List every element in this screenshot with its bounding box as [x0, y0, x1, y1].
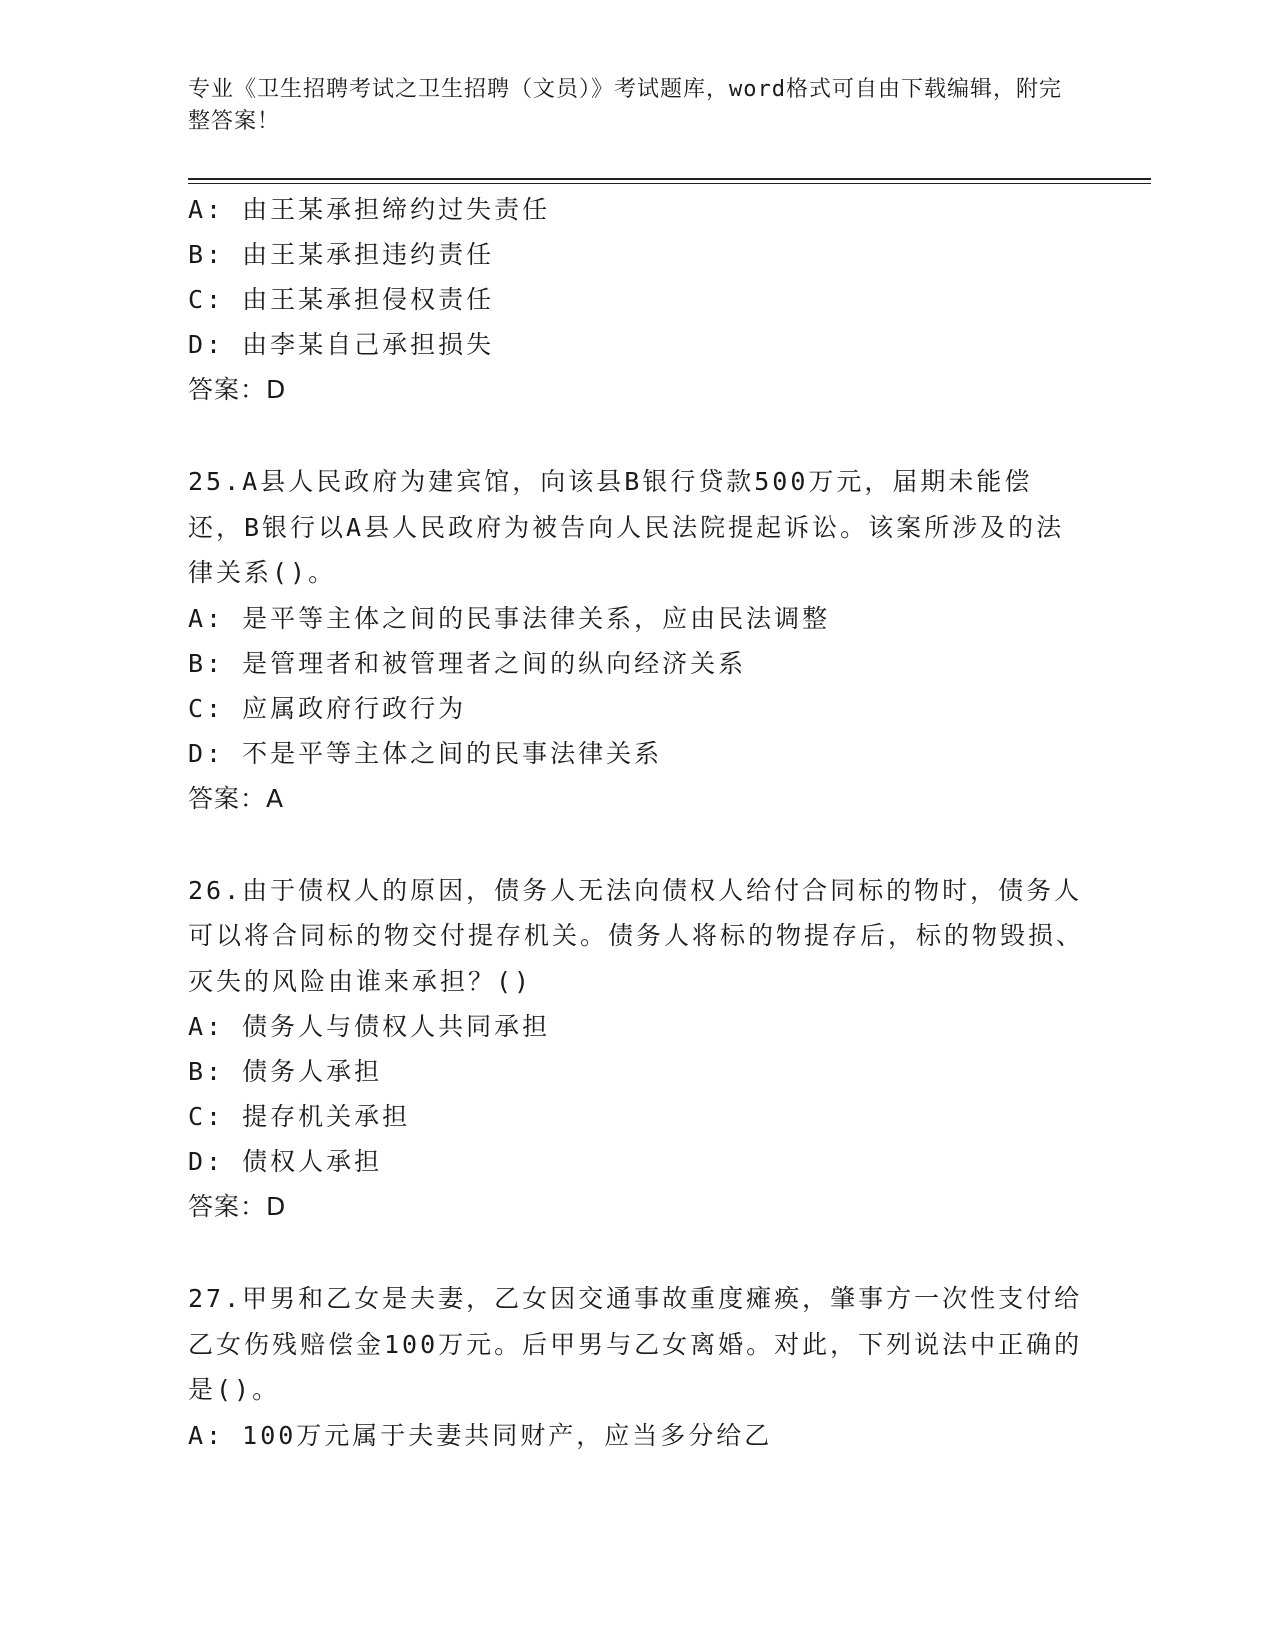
option-c: C: 由王某承担侵权责任 — [188, 285, 495, 314]
question-27 — [188, 1276, 1088, 1458]
option-a: A: 100万元属于夫妻共同财产，应当多分给乙 — [188, 1420, 773, 1450]
question-stem: 25.A县人民政府为建宾馆，向该县B银行贷款500万元，届期未能偿还，B银行以A县人民政府为被告向人民法院提起诉讼。该案所涉及的法律关系()。 — [188, 467, 1065, 587]
option-c: C: 应属政府行政行为 — [188, 693, 467, 723]
option-a: A: 债务人与债权人共同承担 — [188, 1012, 551, 1041]
option-a: A: 由王某承担缔约过失责任 — [188, 195, 551, 224]
option-b: B: 债务人承担 — [188, 1057, 383, 1086]
question-26 — [188, 868, 1088, 1230]
question-stem: 26.由于债权人的原因，债务人无法向债权人给付合同标的物时，债务人可以将合同标的物交付提存机关。债务人将标的物提存后，标的物毁损、灭失的风险由谁来承担？() — [188, 875, 1085, 996]
option-a: A: 是平等主体之间的民事法律关系，应由民法调整 — [188, 603, 831, 633]
previous-question — [188, 187, 1088, 412]
answer-line: 答案：D — [188, 1192, 287, 1221]
answer-line: 答案：A — [188, 783, 285, 813]
option-d: D: 由李某自己承担损失 — [188, 330, 495, 359]
option-b: B: 是管理者和被管理者之间的纵向经济关系 — [188, 648, 747, 678]
question-content — [188, 187, 1088, 1458]
header-divider-thin — [188, 183, 1151, 184]
header-divider-thick — [188, 178, 1151, 180]
option-d: D: 不是平等主体之间的民事法律关系 — [188, 738, 663, 768]
answer-line: 答案：D — [188, 375, 287, 404]
option-b: B: 由王某承担违约责任 — [188, 240, 495, 269]
question-25 — [188, 459, 1088, 821]
option-d: D: 债权人承担 — [188, 1147, 383, 1176]
option-c: C: 提存机关承担 — [188, 1102, 411, 1131]
page-header: 专业《卫生招聘考试之卫生招聘（文员）》考试题库，word格式可自由下载编辑，附完整答案！ — [188, 77, 1062, 134]
question-stem: 27.甲男和乙女是夫妻，乙女因交通事故重度瘫痪，肇事方一次性支付给乙女伤残赔偿金100万元。后甲男与乙女离婚。对此，下列说法中正确的是()。 — [188, 1284, 1083, 1404]
